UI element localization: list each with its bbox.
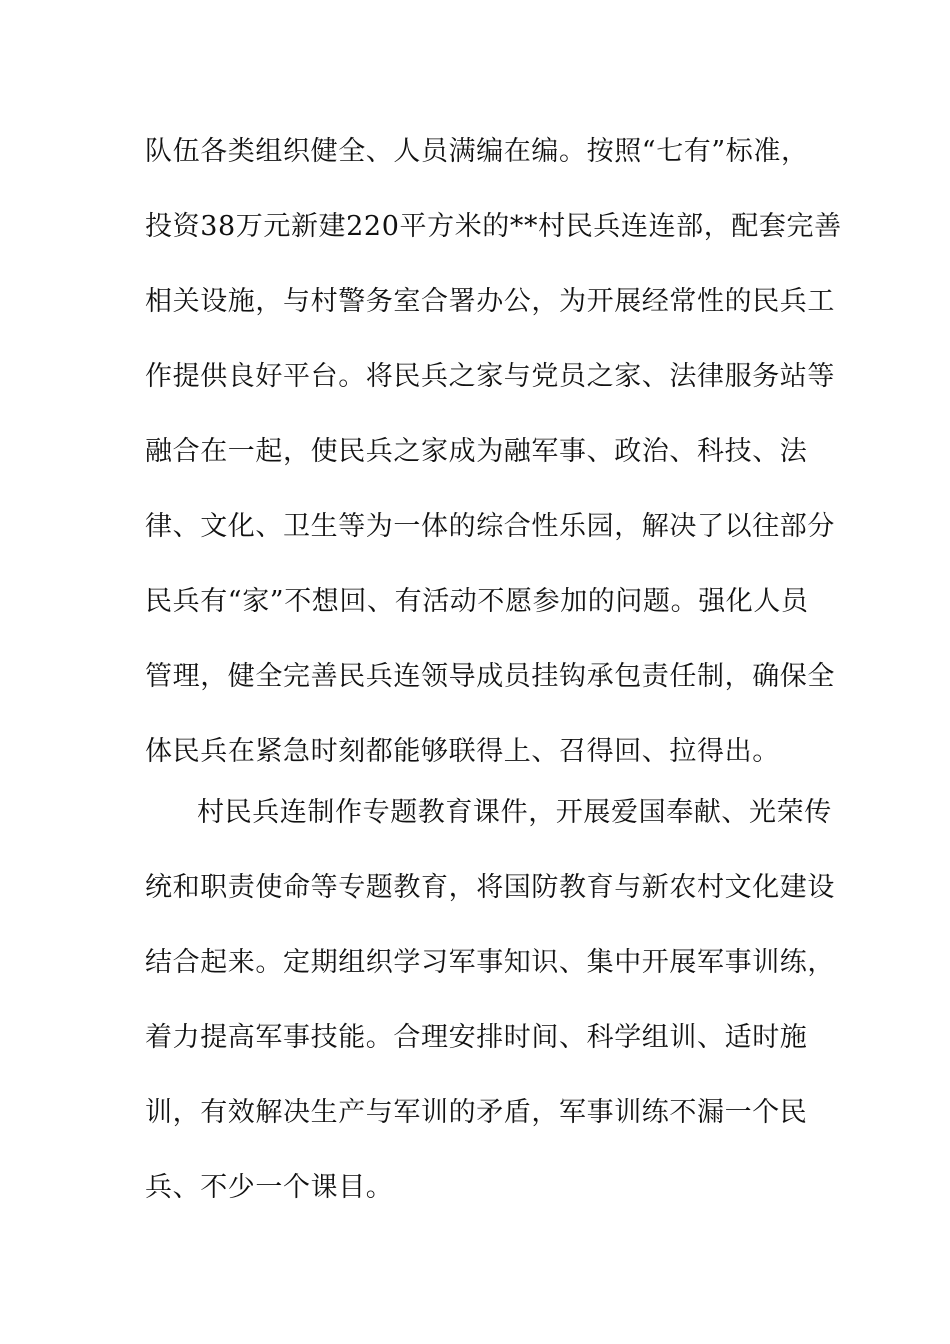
- paragraph-line: 投资38万元新建220平方米的**村民兵连连部，配套完善: [145, 211, 842, 242]
- paragraph-line: 兵、不少一个课目。: [145, 1172, 394, 1203]
- paragraph-line: 体民兵在紧急时刻都能够联得上、召得回、拉得出。: [145, 736, 780, 767]
- paragraph-line: 训，有效解决生产与军训的矛盾，军事训练不漏一个民: [145, 1097, 808, 1128]
- paragraph-line: 统和职责使命等专题教育，将国防教育与新农村文化建设: [145, 872, 835, 903]
- paragraph-line: 融合在一起，使民兵之家成为融军事、政治、科技、法: [145, 436, 808, 467]
- paragraph-line: 结合起来。定期组织学习军事知识、集中开展军事训练，: [145, 947, 835, 978]
- paragraph-first-line: 村民兵连制作专题教育课件，开展爱国奉献、光荣传: [197, 797, 832, 828]
- paragraph-line: 着力提高军事技能。合理安排时间、科学组训、适时施: [145, 1022, 808, 1053]
- paragraph-line: 管理，健全完善民兵连领导成员挂钩承包责任制，确保全: [145, 661, 835, 692]
- paragraph-line: 队伍各类组织健全、人员满编在编。按照“七有”标准，: [145, 136, 809, 167]
- paragraph-line: 作提供良好平台。将民兵之家与党员之家、法律服务站等: [145, 361, 835, 392]
- paragraph-line: 民兵有“家”不想回、有活动不愿参加的问题。强化人员: [145, 586, 809, 617]
- paragraph-line: 律、文化、卫生等为一体的综合性乐园，解决了以往部分: [145, 511, 835, 542]
- paragraph-line: 相关设施，与村警务室合署办公，为开展经常性的民兵工: [145, 286, 835, 317]
